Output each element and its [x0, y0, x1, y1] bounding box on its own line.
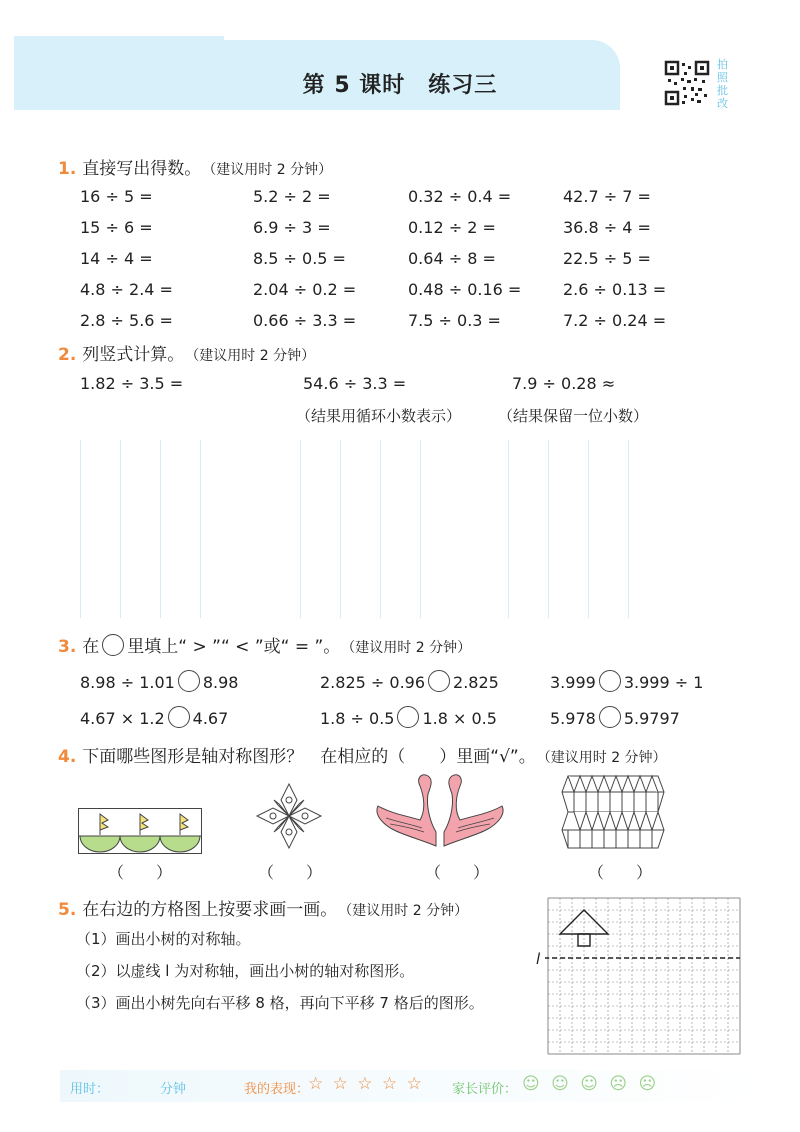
- question-number: 4.: [58, 747, 77, 767]
- q1-equation: 6.9 ÷ 3 =: [253, 218, 331, 237]
- qr-code-icon[interactable]: [664, 60, 710, 106]
- comparison-right: 8.98: [202, 673, 239, 692]
- q1-equation: 0.12 ÷ 2 =: [408, 218, 496, 237]
- question-4-title: [58, 742, 667, 767]
- page-title: 第 5 课时 练习三: [302, 73, 498, 98]
- time-hint: （建议用时 2 分钟）: [192, 348, 316, 364]
- q1-equation: 36.8 ÷ 4 =: [563, 218, 651, 237]
- comparison-right: 1.8 × 0.5: [422, 709, 497, 728]
- question-text-pre: 在: [82, 637, 100, 657]
- comparison-left: 8.98 ÷ 1.01: [80, 673, 175, 692]
- q1-equation: 8.5 ÷ 0.5 =: [253, 249, 346, 268]
- question-text: 直接写出得数。: [82, 159, 202, 179]
- answer-circle-icon: [102, 634, 124, 656]
- q3-comparison: [550, 670, 703, 692]
- q3-comparison: [320, 706, 497, 728]
- q1-equation: 7.2 ÷ 0.24 =: [563, 311, 667, 330]
- time-unit-label: 分钟: [160, 1082, 187, 1097]
- square-grid[interactable]: [545, 895, 743, 1057]
- question-5-title: [58, 895, 468, 920]
- q3-comparison: [80, 706, 228, 728]
- comparison-right: 3.999 ÷ 1: [623, 673, 704, 692]
- q2-item-3: 7.9 ÷ 0.28 ≈: [512, 374, 616, 393]
- question-number: 1.: [58, 159, 77, 179]
- comparison-left: 5.978: [550, 709, 596, 728]
- photo-grading-label: 拍照批改: [717, 58, 728, 110]
- answer-paren-4[interactable]: （ ）: [588, 863, 653, 882]
- question-number: 2.: [58, 345, 77, 365]
- comparison-right: 4.67: [192, 709, 229, 728]
- q1-equation: 0.48 ÷ 0.16 =: [408, 280, 522, 299]
- answer-paren-2[interactable]: （ ）: [258, 863, 323, 882]
- q1-equation: 22.5 ÷ 5 =: [563, 249, 651, 268]
- question-2-title: [58, 340, 315, 365]
- face-rating[interactable]: ☺ ☺ ☺ ☹ ☹: [522, 1074, 660, 1094]
- question-text: 下面哪些图形是轴对称图形？ 在相应的（ ）里画“√”。: [82, 747, 536, 767]
- q1-equation: 42.7 ÷ 7 =: [563, 187, 651, 206]
- q1-equation: 2.8 ÷ 5.6 =: [80, 311, 173, 330]
- question-1-title: [58, 154, 332, 179]
- question-text-post: 里填上“ > ”“ < ”或“ = ”。: [127, 637, 341, 657]
- answer-paren-3[interactable]: （ ）: [425, 863, 490, 882]
- time-hint: （建议用时 2 分钟）: [348, 640, 472, 656]
- comparison-right: 2.825: [453, 673, 499, 692]
- question-text: 列竖式计算。: [82, 345, 185, 365]
- comparison-left: 2.825 ÷ 0.96: [320, 673, 426, 692]
- swans-figure: [372, 770, 508, 854]
- q1-equation: 4.8 ÷ 2.4 =: [80, 280, 173, 299]
- q3-comparison: [80, 670, 238, 692]
- time-label: 用时：: [70, 1082, 110, 1097]
- compare-circle-input[interactable]: [599, 670, 621, 692]
- flower-figure: [254, 780, 324, 852]
- compare-circle-input[interactable]: [397, 706, 419, 728]
- answer-paren-1[interactable]: （ ）: [108, 863, 173, 882]
- performance-label: 我的表现：: [244, 1082, 310, 1097]
- comparison-left: 1.8 ÷ 0.5: [320, 709, 395, 728]
- comparison-left: 3.999: [550, 673, 596, 692]
- comparison-right: 5.9797: [623, 709, 680, 728]
- q1-equation: 0.66 ÷ 3.3 =: [253, 311, 357, 330]
- q5-sub-1: （1）画出小树的对称轴。: [76, 930, 251, 948]
- q5-sub-2: （2）以虚线 l 为对称轴，画出小树的轴对称图形。: [76, 962, 415, 980]
- q5-sub-3: （3）画出小树先向右平移 8 格，再向下平移 7 格后的图形。: [76, 994, 484, 1012]
- q2-item-1: 1.82 ÷ 3.5 =: [80, 374, 184, 393]
- q1-equation: 16 ÷ 5 =: [80, 187, 153, 206]
- q1-equation: 2.6 ÷ 0.13 =: [563, 280, 667, 299]
- time-hint: （建议用时 2 分钟）: [209, 162, 333, 178]
- q1-equation: 15 ÷ 6 =: [80, 218, 153, 237]
- q1-equation: 0.64 ÷ 8 =: [408, 249, 496, 268]
- q1-equation: 14 ÷ 4 =: [80, 249, 153, 268]
- question-number: 3.: [58, 637, 77, 657]
- time-hint: （建议用时 2 分钟）: [345, 903, 469, 919]
- hexagon-tiles-figure: [560, 772, 666, 852]
- q1-equation: 5.2 ÷ 2 =: [253, 187, 331, 206]
- boats-figure: [78, 808, 202, 854]
- comparison-left: 4.67 × 1.2: [80, 709, 165, 728]
- time-used-label: [70, 1078, 109, 1097]
- time-hint: （建议用时 2 分钟）: [543, 750, 667, 766]
- axis-l-label: l: [536, 950, 541, 968]
- star-rating[interactable]: ☆ ☆ ☆ ☆ ☆: [308, 1074, 424, 1094]
- q2-item-2: 54.6 ÷ 3.3 =: [303, 374, 407, 393]
- q2-note-2: （结果保留一位小数）: [498, 407, 649, 425]
- q1-equation: 2.04 ÷ 0.2 =: [253, 280, 357, 299]
- question-number: 5.: [58, 900, 77, 920]
- compare-circle-input[interactable]: [178, 670, 200, 692]
- q3-comparison: [320, 670, 499, 692]
- compare-circle-input[interactable]: [599, 706, 621, 728]
- q2-note-1: （结果用循环小数表示）: [296, 407, 462, 425]
- question-3-title: [58, 632, 471, 657]
- question-text: 在右边的方格图上按要求画一画。: [82, 900, 338, 920]
- compare-circle-input[interactable]: [168, 706, 190, 728]
- parent-evaluation-label: 家长评价：: [452, 1082, 518, 1097]
- q3-comparison: [550, 706, 680, 728]
- q1-equation: 0.32 ÷ 0.4 =: [408, 187, 512, 206]
- q1-equation: 7.5 ÷ 0.3 =: [408, 311, 501, 330]
- compare-circle-input[interactable]: [428, 670, 450, 692]
